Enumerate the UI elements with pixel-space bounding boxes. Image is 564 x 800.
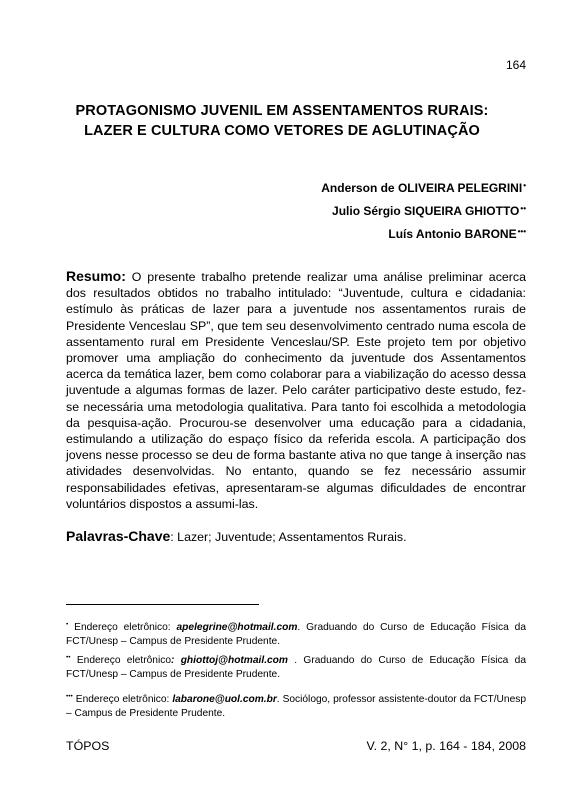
keywords — [66, 528, 526, 545]
keywords-text: : Lazer; Juventude; Assentamentos Rurais. — [170, 530, 407, 544]
author-list — [321, 178, 526, 247]
footnote-3 — [66, 690, 526, 721]
footnote-mark: • — [66, 621, 69, 628]
footnote-mark: ••• — [66, 693, 73, 700]
footnote-prefix: Endereço eletrônico: — [68, 622, 177, 633]
footnote-mark: •• — [520, 204, 526, 213]
footnote-prefix: Endereço eletrônico: — [72, 694, 173, 705]
footnote-suffix: . Graduando do Curso de Educação Física da FCT/Unesp – Campus de Presidente Prudente. — [66, 622, 526, 647]
footnote-mark: • — [523, 181, 526, 190]
footnote-mark: ••• — [517, 227, 526, 236]
footnote-suffix: . Graduando do Curso de Educação Física da FCT/Unesp – Campus de Presidente Prudente. — [66, 655, 526, 680]
footnote-2 — [66, 651, 526, 682]
footnote-suffix: . Sociólogo, professor assistente-doutor da FCT/Unesp – Campus de Presidente Prudente. — [66, 694, 526, 719]
footnote-email[interactable]: apelegrine@hotmail.com — [176, 622, 298, 633]
author-name: Anderson de OLIVEIRA PELEGRINI — [321, 181, 523, 195]
abstract-label: Resumo: — [66, 268, 126, 284]
author-name: Julio Sérgio SIQUEIRA GHIOTTO — [332, 204, 520, 218]
paper-title — [40, 101, 524, 141]
title-line-1: PROTAGONISMO JUVENIL EM ASSENTAMENTOS RURAIS: — [75, 103, 489, 119]
abstract — [66, 268, 526, 512]
footnote-divider — [66, 604, 259, 605]
footer-journal: TÓPOS — [66, 739, 110, 753]
footer-citation: V. 2, N° 1, p. 164 - 184, 2008 — [366, 739, 526, 753]
footnote-prefix: Endereço eletrônico — [70, 655, 171, 666]
footnotes — [66, 618, 526, 723]
keywords-label: Palavras-Chave — [66, 528, 171, 544]
footnote-mark: •• — [66, 654, 71, 661]
author-name: Luís Antonio BARONE — [388, 227, 517, 241]
abstract-text: O presente trabalho pretende realizar uma análise preliminar acerca dos resultados obtidos no trabalho intitulado: “Juventude, cultura e cidadania: estímulo às práticas de lazer para a juventude nos assentamentos rurais de Presidente Venceslau SP”, que tem seu desenvolvimento centrado numa escola de assentamento rural em Presidente Venceslau/SP. Este projeto tem por objetivo promover uma ampliação do conhecimento da juventude dos Assentamentos acerca da temática lazer, bem como colaborar para a viabilização do acesso dessa juventude a algumas formas de lazer. Pelo caráter participativo deste estudo, fez-se necessária uma metodologia qualitativa. Para tanto foi escolhida a metodologia da pesquisa-ação. Procurou-se desenvolver uma educação para a cidadania, estimulando a utilização do espaço físico da referida escola. A participação dos jovens nesse processo se deu de forma bastante ativa no que tange à inserção nas atividades desenvolvidas. No entanto, quando se fez necessário assumir responsabilidades efetivas, apresentaram-se algumas dificuldades de encontrar voluntários dispostos a assumi-las. — [66, 270, 526, 511]
author-3 — [321, 224, 526, 247]
title-line-2: LAZER E CULTURA COMO VETORES DE AGLUTINAÇÃO — [84, 123, 480, 139]
footnote-1 — [66, 618, 526, 649]
footnote-email[interactable]: labarone@uol.com.br — [172, 694, 277, 705]
footnote-email[interactable]: : ghiottoj@hotmail.com — [170, 655, 288, 666]
page-number: 164 — [505, 58, 526, 72]
author-1 — [321, 178, 526, 201]
author-2 — [321, 201, 526, 224]
